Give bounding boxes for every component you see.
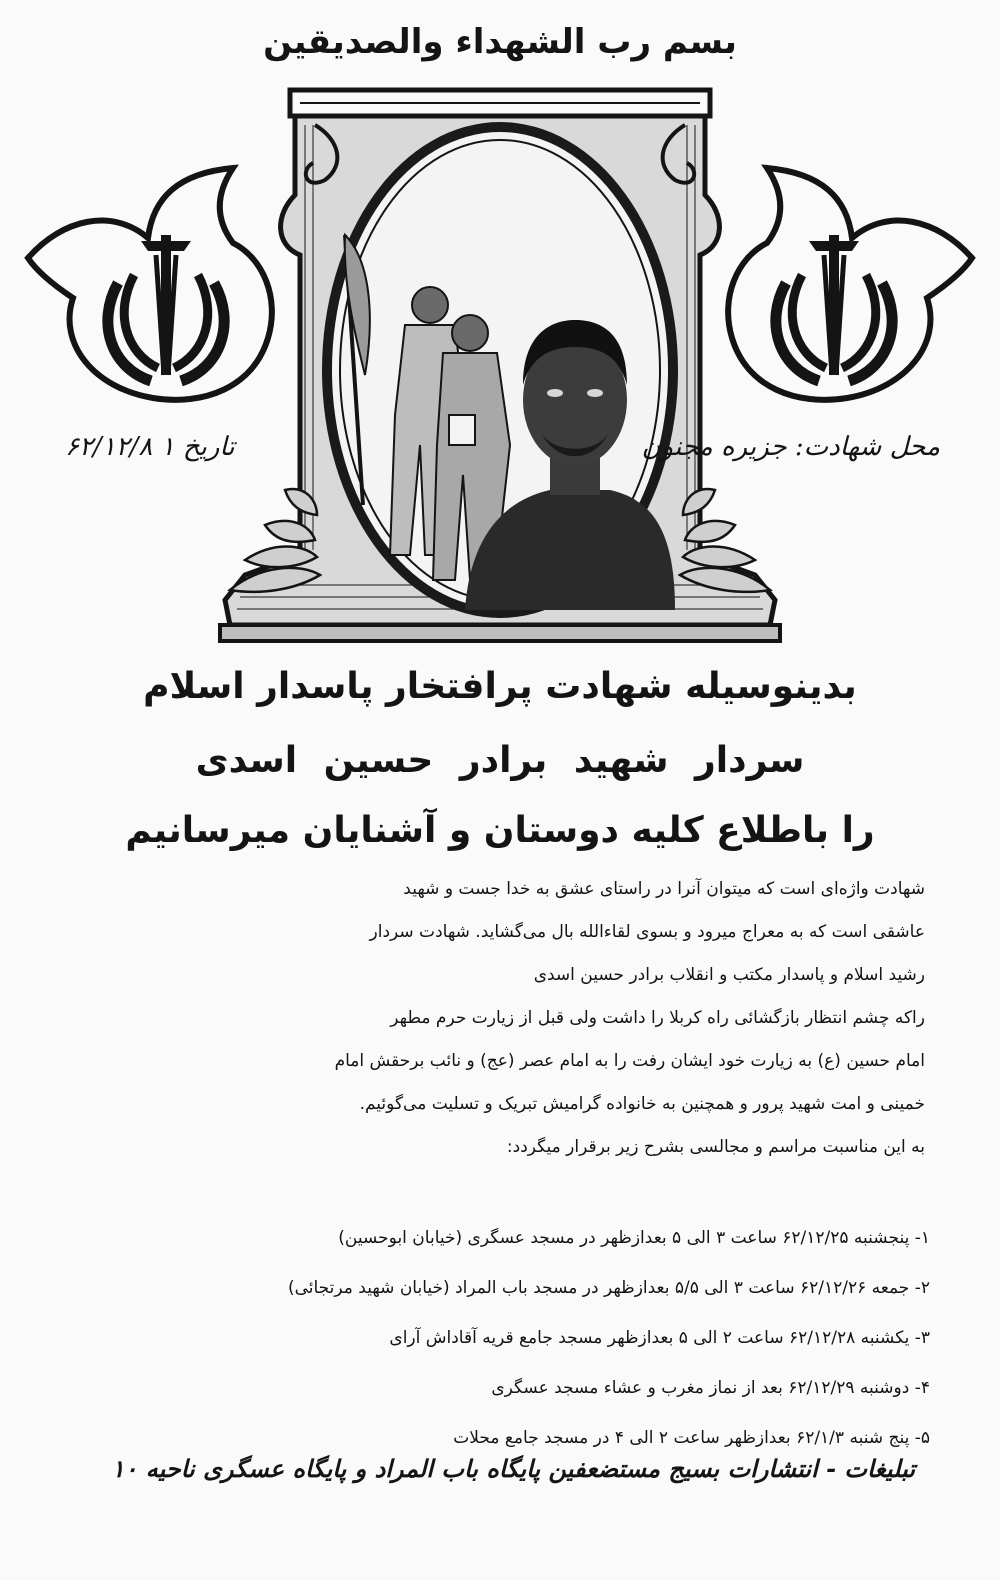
body-line: امام حسین (ع) به زیارت خود ایشان رفت را به امام عصر (عج) و نائب برحقش امام [334,1051,925,1071]
body-line: خمینی و امت شهید پرور و همچنین به خانواده گرامیش تبریک و تسلیت می‌گوئیم. [359,1094,925,1114]
schedule-item: ۳- یکشنبه ۶۲/۱۲/۲۸ ساعت ۲ الی ۵ بعدازظهر مسجد جامع قریه آقاداش آرای [389,1328,930,1348]
body-line: راکه چشم انتظار بازگشائی راه کربلا را داشت ولی قبل از زیارت حرم مطهر [390,1008,925,1028]
body-line: رشید اسلام و پاسدار مکتب و انقلاب برادر حسین اسدی [533,965,925,985]
publisher-footer: تبلیغات - انتشارات بسیج مستضعفین پایگاه باب المراد و پایگاه عسگری ناحیه ۱۰ [111,1454,915,1483]
headline-martyr-name: سردار شهید برادر حسین اسدی [195,740,805,781]
body-line: شهادت واژه‌ای است که میتوان آنرا در راستای عشق به خدا جست و شهید [403,879,925,899]
date-note: تاریخ ۱ ۶۲/۱۲/۸ [65,432,235,462]
body-line: به این مناسبت مراسم و مجالسی بشرح زیر برقرار میگردد: [506,1137,925,1157]
body-paragraph [75,868,925,1169]
ceremony-schedule [50,1213,930,1463]
body-line: عاشقی است که به معراج میرود و بسوی لقاءالله بال می‌گشاید. شهادت سردار [369,922,925,942]
schedule-item: ۵- پنج شنبه ۶۲/۱/۳ بعدازظهر ساعت ۲ الی ۴ در مسجد جامع محلات [453,1428,930,1448]
headline-notice: را باطلاع کلیه دوستان و آشنایان میرسانیم [125,810,875,851]
headline-announcement: بدینوسیله شهادت پرافتخار پاسدار اسلام [143,666,857,707]
portrait-frame [205,85,795,645]
schedule-item: ۲- جمعه ۶۲/۱۲/۲۶ ساعت ۳ الی ۵/۵ بعدازظهر در مسجد باب المراد (خیابان شهید مرتجائی) [287,1278,930,1298]
martyrdom-place-note: محل شهادت: جزیره مجنون [641,432,940,462]
basmala-header: بسم رب الشهداء والصديقين [263,22,737,62]
schedule-item: ۱- پنجشنبه ۶۲/۱۲/۲۵ ساعت ۳ الی ۵ بعدازظهر در مسجد عسگری (خیابان ابوحسین) [338,1228,930,1248]
schedule-item: ۴- دوشنبه ۶۲/۱۲/۲۹ بعد از نماز مغرب و عشاء مسجد عسگری [491,1378,930,1398]
